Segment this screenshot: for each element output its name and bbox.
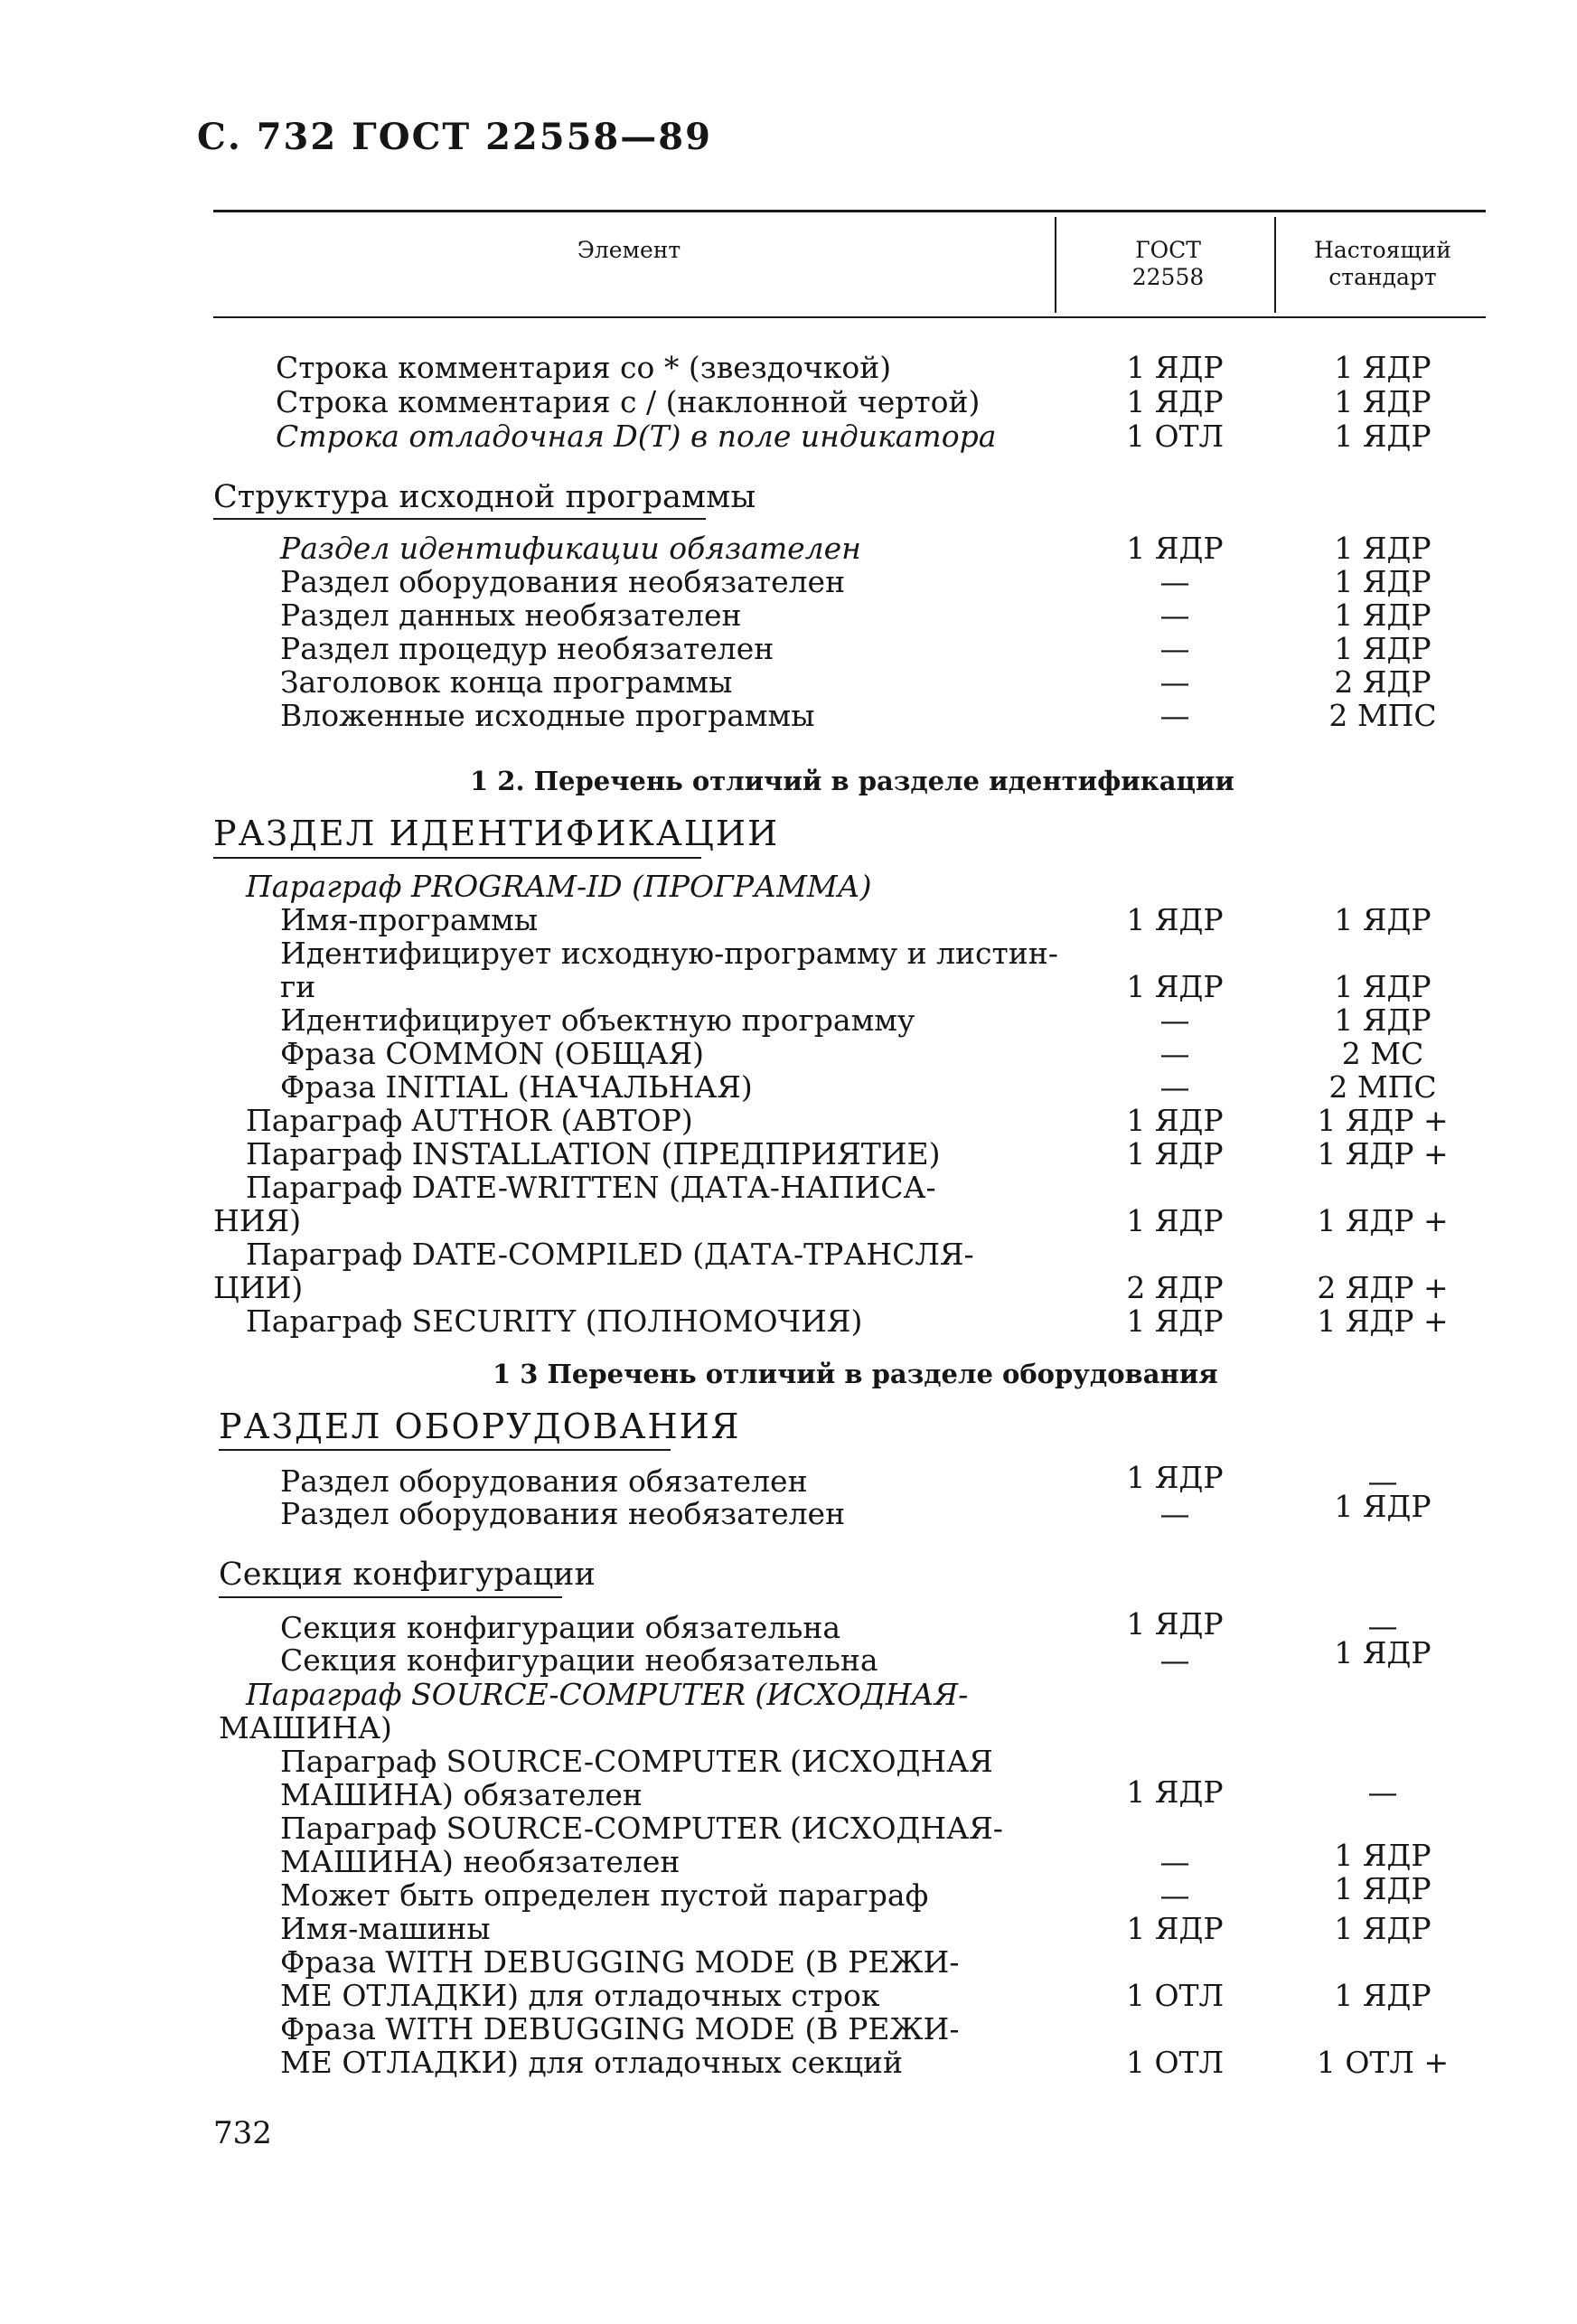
table-row: Может быть определен пустой параграф [280, 1877, 929, 1913]
table-row: ги [280, 969, 316, 1004]
gost-value: 1 ОТЛ [1125, 2045, 1225, 2080]
gost-value: — [1159, 597, 1190, 633]
gost-value: — [1159, 1844, 1190, 1879]
section-underline [213, 857, 701, 859]
current-value: — [1367, 1774, 1398, 1810]
gost-value: 1 ЯДР [1126, 969, 1224, 1004]
section-underline [219, 1449, 671, 1451]
gost-value: — [1159, 1069, 1190, 1105]
table-row: Идентифицирует объектную программу [280, 1002, 915, 1038]
table-row: Заголовок конца программы [280, 664, 733, 700]
gost-value: — [1159, 698, 1190, 733]
table-row: Параграф AUTHOR (АВТОР) [246, 1103, 693, 1138]
gost-value: — [1159, 1002, 1190, 1038]
current-value: 1 ОТЛ + [1316, 2045, 1450, 2080]
gost-value: 1 ЯДР [1126, 1774, 1224, 1810]
current-value: 1 ЯДР [1334, 969, 1432, 1004]
table-row: Раздел оборудования необязателен [280, 564, 846, 599]
table-header-rule [213, 316, 1486, 318]
gost-value: 1 ЯДР [1126, 531, 1224, 566]
table-row: МЕ ОТЛАДКИ) для отладочных секций [280, 2045, 904, 2080]
current-value: 1 ЯДР [1334, 1871, 1432, 1906]
section-heading: РАЗДЕЛ ОБОРУДОВАНИЯ [219, 1407, 741, 1446]
current-value: — [1367, 1608, 1398, 1643]
column-divider [1055, 217, 1056, 313]
current-value: 2 ЯДР + [1317, 1270, 1449, 1305]
current-value: 1 ЯДР [1334, 1489, 1432, 1524]
table-row: Параграф INSTALLATION (ПРЕДПРИЯТИЕ) [246, 1136, 941, 1171]
section-underline [213, 518, 706, 520]
table-row: Строка комментария со * (звездочкой) [276, 350, 892, 385]
table-row: Параграф SOURCE-COMPUTER (ИСХОДНАЯ- [280, 1811, 1003, 1846]
table-row: Секция конфигурации обязательна [280, 1610, 841, 1645]
table-row: МАШИНА) необязателен [280, 1844, 681, 1879]
current-value: 2 МПС [1328, 1069, 1437, 1105]
gost-value: 1 ЯДР [1126, 1103, 1224, 1138]
current-value: 1 ЯДР + [1317, 1303, 1449, 1339]
gost-value: 1 ЯДР [1126, 350, 1224, 385]
column-divider [1274, 217, 1276, 313]
table-row: Параграф SECURITY (ПОЛНОМОЧИЯ) [246, 1303, 863, 1339]
section-heading: РАЗДЕЛ ИДЕНТИФИКАЦИИ [213, 814, 780, 853]
section-underline [219, 1596, 562, 1598]
table-row: Фраза WITH DEBUGGING MODE (В РЕЖИ- [280, 1944, 960, 1980]
table-row: Раздел данных необязателен [280, 597, 742, 633]
table-row: Строка отладочная D(T) в поле индикатора [276, 419, 997, 454]
table-row: ЦИИ) [213, 1270, 304, 1305]
gost-value: 1 ОТЛ [1125, 419, 1225, 454]
current-value: 2 ЯДР [1334, 664, 1432, 700]
table-row: Раздел процедур необязателен [280, 631, 774, 666]
column-header-gost: ГОСТ 22558 [1131, 237, 1205, 290]
table-row: Имя-программы [280, 902, 539, 937]
gost-value: 1 ОТЛ [1125, 1978, 1225, 2013]
table-top-rule [213, 210, 1486, 212]
table-row: Имя-машины [280, 1911, 491, 1946]
current-value: 1 ЯДР [1334, 564, 1432, 599]
current-value: 1 ЯДР + [1317, 1136, 1449, 1171]
current-value: 1 ЯДР [1334, 350, 1432, 385]
subsection-title: 1 3 Перечень отличий в разделе оборудования [493, 1359, 1218, 1389]
table-row: Параграф PROGRAM-ID (ПРОГРАММА) [246, 869, 872, 904]
table-row: МАШИНА) [219, 1710, 392, 1745]
gost-value: 1 ЯДР [1126, 384, 1224, 419]
gost-value: — [1159, 1642, 1190, 1678]
table-row: Строка комментария с / (наклонной чертой) [276, 384, 981, 419]
table-row: Параграф SOURCE-COMPUTER (ИСХОДНАЯ [280, 1744, 993, 1779]
section-heading: Секция конфигурации [219, 1557, 596, 1593]
current-value: 2 МС [1341, 1036, 1424, 1071]
page-header: С. 732 ГОСТ 22558—89 [197, 116, 712, 158]
gost-value: — [1159, 631, 1190, 666]
gost-value: — [1159, 1496, 1190, 1531]
gost-value: — [1159, 564, 1190, 599]
current-value: 1 ЯДР [1334, 1635, 1432, 1670]
page-number: 732 [213, 2115, 272, 2151]
gost-value: 1 ЯДР [1126, 1460, 1224, 1495]
current-value: 1 ЯДР + [1317, 1203, 1449, 1238]
gost-value: — [1159, 1036, 1190, 1071]
gost-value: 1 ЯДР [1126, 1203, 1224, 1238]
table-row: Идентифицирует исходную-программу и листин- [280, 936, 1058, 971]
gost-value: — [1159, 1877, 1190, 1913]
gost-value: 1 ЯДР [1126, 1136, 1224, 1171]
table-row: Раздел оборудования необязателен [280, 1496, 846, 1531]
table-row: НИЯ) [213, 1203, 302, 1238]
current-value: 1 ЯДР [1334, 597, 1432, 633]
column-header-element: Элемент [577, 237, 681, 263]
table-row: Секция конфигурации необязательна [280, 1642, 878, 1678]
table-row: МЕ ОТЛАДКИ) для отладочных строк [280, 1978, 880, 2013]
column-header-current: Настоящий стандарт [1314, 237, 1451, 290]
table-row: Раздел оборудования обязателен [280, 1463, 808, 1499]
gost-value: 1 ЯДР [1126, 1606, 1224, 1642]
subsection-title: 1 2. Перечень отличий в разделе идентификации [470, 766, 1234, 796]
table-row: Вложенные исходные программы [280, 698, 815, 733]
table-row: Фраза INITIAL (НАЧАЛЬНАЯ) [280, 1069, 753, 1105]
gost-value: — [1159, 664, 1190, 700]
table-row: Раздел идентификации обязателен [280, 531, 861, 566]
table-row: Параграф SOURCE-COMPUTER (ИСХОДНАЯ- [246, 1677, 969, 1712]
current-value: 1 ЯДР [1334, 384, 1432, 419]
section-heading: Структура исходной программы [213, 479, 756, 515]
current-value: 1 ЯДР [1334, 1978, 1432, 2013]
current-value: 1 ЯДР + [1317, 1103, 1449, 1138]
current-value: 1 ЯДР [1334, 531, 1432, 566]
current-value: 1 ЯДР [1334, 631, 1432, 666]
current-value: 2 МПС [1328, 698, 1437, 733]
table-row: Фраза COMMON (ОБЩАЯ) [280, 1036, 705, 1071]
gost-value: 2 ЯДР [1126, 1270, 1224, 1305]
gost-value: 1 ЯДР [1126, 1303, 1224, 1339]
gost-value: 1 ЯДР [1126, 902, 1224, 937]
table-row: Фраза WITH DEBUGGING MODE (В РЕЖИ- [280, 2011, 960, 2046]
current-value: 1 ЯДР [1334, 419, 1432, 454]
current-value: 1 ЯДР [1334, 1911, 1432, 1946]
table-row: МАШИНА) обязателен [280, 1777, 643, 1812]
gost-value: 1 ЯДР [1126, 1911, 1224, 1946]
table-row: Параграф DATE-WRITTEN (ДАТА-НАПИСА- [246, 1170, 936, 1205]
current-value: — [1367, 1463, 1398, 1499]
table-row: Параграф DATE-COMPILED (ДАТА-ТРАНСЛЯ- [246, 1237, 974, 1272]
current-value: 1 ЯДР [1334, 1838, 1432, 1873]
current-value: 1 ЯДР [1334, 902, 1432, 937]
current-value: 1 ЯДР [1334, 1002, 1432, 1038]
